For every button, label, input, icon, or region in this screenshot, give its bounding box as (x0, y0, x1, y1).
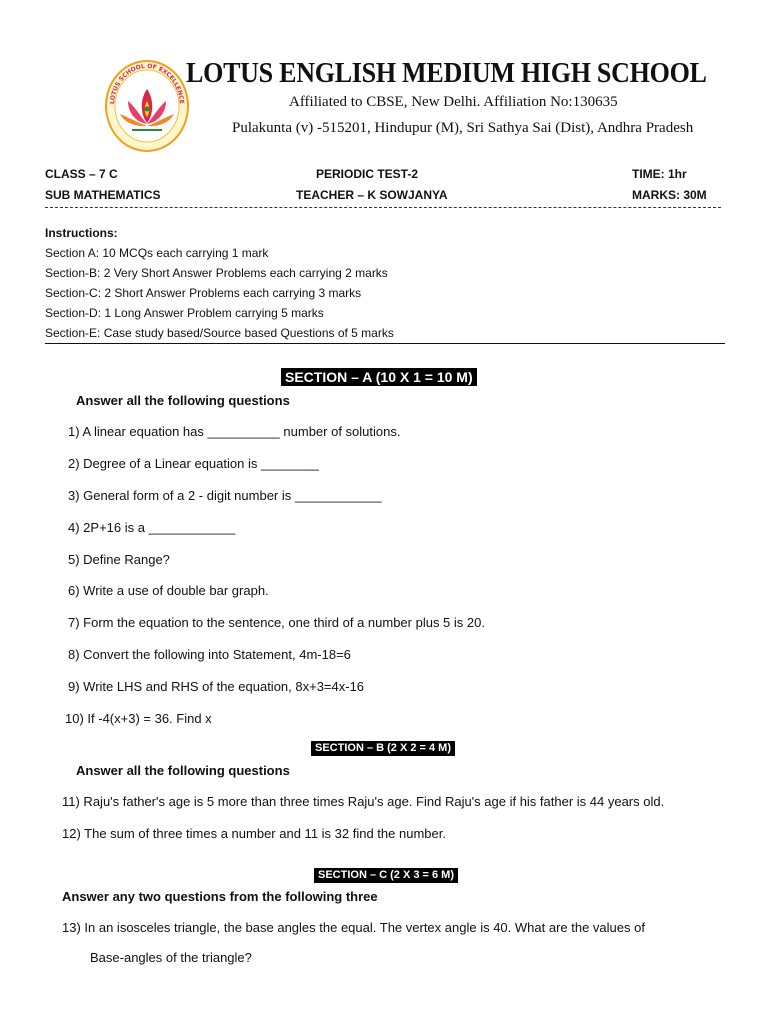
school-name: LOTUS ENGLISH MEDIUM HIGH SCHOOL (186, 58, 707, 89)
section-a-instruction: Answer all the following questions (76, 393, 290, 408)
question-7: 7) Form the equation to the sentence, one third of a number plus 5 is 20. (68, 615, 485, 630)
logo-ring-text: LOTUS SCHOOL OF EXCELLENCE (109, 62, 185, 105)
question-2: 2) Degree of a Linear equation is ________ (68, 456, 319, 471)
marks-label: MARKS: 30M (632, 188, 707, 202)
question-6: 6) Write a use of double bar graph. (68, 583, 269, 598)
instruction-item: Section-D: 1 Long Answer Problem carrying 5 marks (45, 306, 324, 320)
section-c-instruction: Answer any two questions from the following three (62, 889, 378, 904)
instructions-list (45, 246, 394, 346)
instruction-item: Section-E: Case study based/Source based Questions of 5 marks (45, 326, 394, 340)
question-8: 8) Convert the following into Statement, 4m-18=6 (68, 647, 351, 662)
instructions-title: Instructions: (45, 226, 118, 240)
subject-label: SUB MATHEMATICS (45, 188, 161, 202)
question-1: 1) A linear equation has __________ number of solutions. (68, 424, 401, 439)
section-b-instruction: Answer all the following questions (76, 763, 290, 778)
school-address: Pulakunta (v) -515201, Hindupur (M), Sri Sathya Sai (Dist), Andhra Pradesh (232, 120, 694, 136)
class-label: CLASS – 7 C (45, 167, 118, 181)
question-9: 9) Write LHS and RHS of the equation, 8x+3=4x-16 (68, 679, 365, 694)
affiliation-text: Affiliated to CBSE, New Delhi. Affiliation No:130635 (289, 94, 618, 110)
instruction-item: Section A: 10 MCQs each carrying 1 mark (45, 246, 269, 260)
teacher-label: TEACHER – K SOWJANYA (296, 188, 448, 202)
section-c-header: SECTION – C (2 X 3 = 6 M) (314, 868, 458, 883)
question-3: 3) General form of a 2 - digit number is ____________ (68, 488, 382, 503)
test-name: PERIODIC TEST-2 (316, 167, 419, 181)
solid-divider (45, 343, 725, 344)
question-10: 10) If -4(x+3) = 36. Find x (65, 711, 212, 726)
instruction-item: Section-B: 2 Very Short Answer Problems each carrying 2 marks (45, 266, 388, 280)
section-b-header: SECTION – B (2 X 2 = 4 M) (311, 741, 455, 756)
question-11: 11) Raju's father's age is 5 more than three times Raju's age. Find Raju's age if his father is 44 years old. (62, 794, 665, 809)
question-4: 4) 2P+16 is a ____________ (68, 520, 236, 535)
school-logo (104, 59, 190, 153)
instruction-item: Section-C: 2 Short Answer Problems each carrying 3 marks (45, 286, 362, 300)
time-label: TIME: 1hr (632, 167, 687, 181)
section-a-header: SECTION – A (10 X 1 = 10 M) (281, 368, 477, 386)
question-13-continued: Base-angles of the triangle? (90, 950, 252, 965)
question-5: 5) Define Range? (68, 552, 170, 567)
question-13: 13) In an isosceles triangle, the base angles the equal. The vertex angle is 40. What are the values of (62, 920, 645, 935)
dashed-divider (45, 207, 721, 208)
question-12: 12) The sum of three times a number and 11 is 32 find the number. (62, 826, 446, 841)
